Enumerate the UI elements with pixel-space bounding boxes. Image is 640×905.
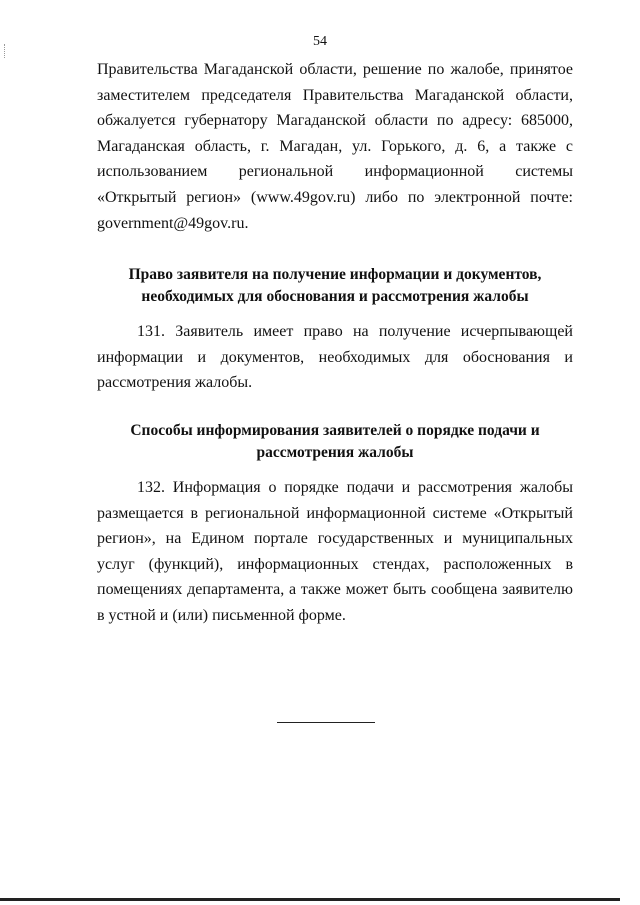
intro-block bbox=[97, 57, 573, 236]
section-2-block bbox=[97, 475, 573, 629]
section-heading-line: Право заявителя на получение информации и документов, bbox=[128, 266, 542, 283]
paragraph-131: 131. Заявитель имеет право на получение исчерпывающей информации и документов, необходимых для обоснования и рассмотрения жалобы. bbox=[97, 323, 573, 392]
section-heading-line: рассмотрения жалобы bbox=[256, 444, 414, 461]
section-1-block bbox=[97, 319, 573, 396]
intro-paragraph: Правительства Магаданской области, решение по жалобе, принятое заместителем председателя Правительства Магаданской области, обжалуется губернатору Магаданской области по адресу: 685000, Магаданская область, г. Магадан, ул. Горького, д. 6, а также с использованием региональной информационной системы «Открытый регион» (www.49gov.ru) либо по электронной почте: government@49gov.ru. bbox=[97, 61, 573, 232]
section-heading-appeal-information-rights bbox=[97, 264, 573, 308]
section-heading-informing-methods bbox=[97, 420, 573, 464]
scan-bottom-edge bbox=[0, 898, 620, 901]
page-number: 54 bbox=[313, 34, 327, 49]
section-heading-line: необходимых для обоснования и рассмотрения жалобы bbox=[141, 288, 529, 305]
end-divider-line bbox=[277, 722, 375, 723]
paragraph-132: 132. Информация о порядке подачи и рассмотрения жалобы размещается в региональной информационной системе «Открытый регион», на Едином портале государственных и муниципальных услуг (функций), информационных стендах, расположенных в помещениях департамента, а также может быть сообщена заявителю в устной и (или) письменной форме. bbox=[97, 479, 573, 624]
section-heading-line: Способы информирования заявителей о порядке подачи и bbox=[130, 422, 540, 439]
